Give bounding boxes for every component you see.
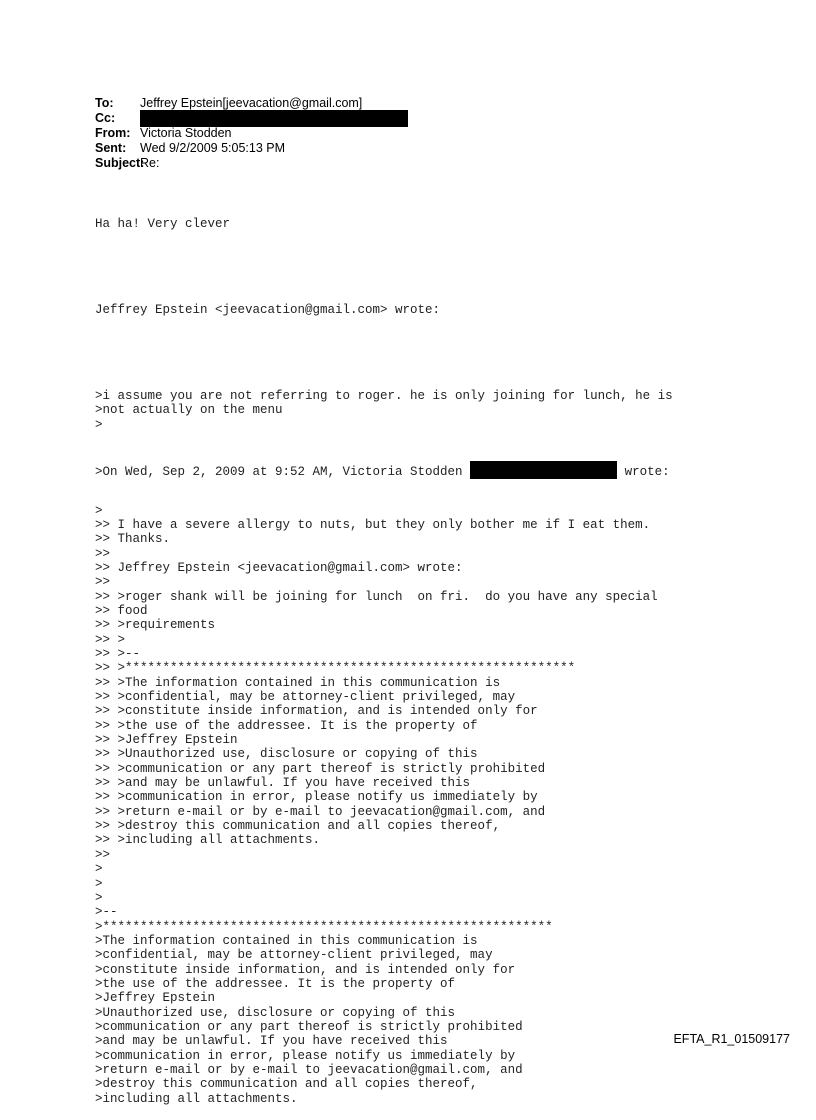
quoted-on-line: [95, 461, 673, 479]
quoted-line: >>: [95, 847, 111, 862]
quoted-line: >: [95, 876, 103, 891]
reply-text: Ha ha! Very clever: [95, 216, 231, 231]
subject-row: [95, 156, 435, 171]
blank-line: [95, 346, 673, 360]
quoted-line: >>: [95, 546, 111, 561]
quoted-line: >> >Jeffrey Epstein: [95, 733, 238, 748]
quoted-line: >Unauthorized use, disclosure or copying of this: [95, 1005, 456, 1020]
quoted-line: >communication in error, please notify us immediately by: [95, 1048, 516, 1063]
quoted-on-prefix: >On Wed, Sep 2, 2009 at 9:52 AM, Victoria Stodden: [95, 464, 471, 479]
blank-line: [95, 260, 673, 274]
cc-label: Cc:: [95, 111, 116, 125]
quoted-line: >> >constitute inside information, and is intended only for: [95, 704, 538, 719]
quoted-block-top: [95, 389, 673, 432]
to-value: Jeffrey Epstein[jeevacation@gmail.com]: [140, 96, 363, 110]
quoted-line: >************************************************************: [95, 919, 553, 934]
quoted-line: >: [95, 862, 103, 877]
quoted-line: >: [95, 417, 103, 432]
quoted-line: >constitute inside information, and is intended only for: [95, 962, 516, 977]
quoted-line: >not actually on the menu: [95, 403, 283, 418]
from-value: Victoria Stodden: [140, 126, 232, 140]
to-label: To:: [95, 96, 114, 110]
quoted-line: >> >destroy this communication and all copies thereof,: [95, 819, 501, 834]
quoted-line: >> Thanks.: [95, 532, 171, 547]
quoted-line: >> >the use of the addressee. It is the property of: [95, 718, 478, 733]
quoted-line: >> >including all attachments.: [95, 833, 321, 848]
email-body: [95, 188, 673, 1120]
cc-row: [95, 111, 435, 126]
quoted-line: >>: [95, 575, 111, 590]
quoted-line: >> >roger shank will be joining for lunch on fri. do you have any special: [95, 589, 658, 604]
email-header: [95, 96, 435, 171]
quoted-on-suffix: wrote:: [617, 464, 670, 479]
quoted-line: >> >communication in error, please notify us immediately by: [95, 790, 538, 805]
quoted-line: >: [95, 890, 103, 905]
quoted-line: >return e-mail or by e-mail to jeevacation@gmail.com, and: [95, 1062, 523, 1077]
quoted-line: >> I have a severe allergy to nuts, but they only bother me if I eat them.: [95, 517, 651, 532]
cc-redaction: [140, 110, 408, 127]
quoted-line: >including all attachments.: [95, 1091, 298, 1106]
document-id: EFTA_R1_01509177: [673, 1032, 790, 1046]
subject-label: Subject:: [95, 156, 145, 170]
sent-label: Sent:: [95, 141, 127, 155]
sent-row: [95, 141, 435, 156]
quoted-line: >> >The information contained in this communication is: [95, 675, 501, 690]
quoted-line: >> >requirements: [95, 618, 216, 633]
quoted-line: >The information contained in this communication is: [95, 933, 478, 948]
email-redaction: [470, 461, 617, 479]
quoted-line: >> >communication or any part thereof is strictly prohibited: [95, 761, 546, 776]
quoted-line: >> >and may be unlawful. If you have received this: [95, 776, 471, 791]
attribution-line: Jeffrey Epstein <jeevacation@gmail.com> wrote:: [95, 302, 441, 317]
quoted-line: >> >confidential, may be attorney-client privileged, may: [95, 690, 516, 705]
quoted-line: >and may be unlawful. If you have received this: [95, 1034, 448, 1049]
quoted-line: >> food: [95, 603, 148, 618]
quoted-line: >destroy this communication and all copies thereof,: [95, 1077, 478, 1092]
quoted-line: >confidential, may be attorney-client privileged, may: [95, 948, 493, 963]
to-row: [95, 96, 435, 111]
from-label: From:: [95, 126, 131, 140]
quoted-line: >communication or any part thereof is strictly prohibited: [95, 1019, 523, 1034]
quoted-line: >the use of the addressee. It is the property of: [95, 976, 456, 991]
quoted-line: >> >Unauthorized use, disclosure or copying of this: [95, 747, 478, 762]
quoted-line: >> >--: [95, 647, 141, 661]
quoted-block-rest: [95, 504, 673, 1106]
quoted-line: >> >return e-mail or by e-mail to jeevacation@gmail.com, and: [95, 804, 546, 819]
subject-value: Re:: [140, 156, 160, 170]
quoted-line: >i assume you are not referring to roger. he is only joining for lunch, he is: [95, 388, 673, 403]
quoted-line: >> >************************************************************: [95, 661, 576, 676]
quoted-line: >Jeffrey Epstein: [95, 991, 216, 1006]
sent-value: Wed 9/2/2009 5:05:13 PM: [140, 141, 286, 155]
quoted-line: >--: [95, 905, 118, 920]
from-row: [95, 126, 435, 141]
quoted-line: >> Jeffrey Epstein <jeevacation@gmail.com> wrote:: [95, 560, 463, 575]
quoted-line: >: [95, 503, 103, 518]
quoted-line: >> >: [95, 632, 126, 647]
